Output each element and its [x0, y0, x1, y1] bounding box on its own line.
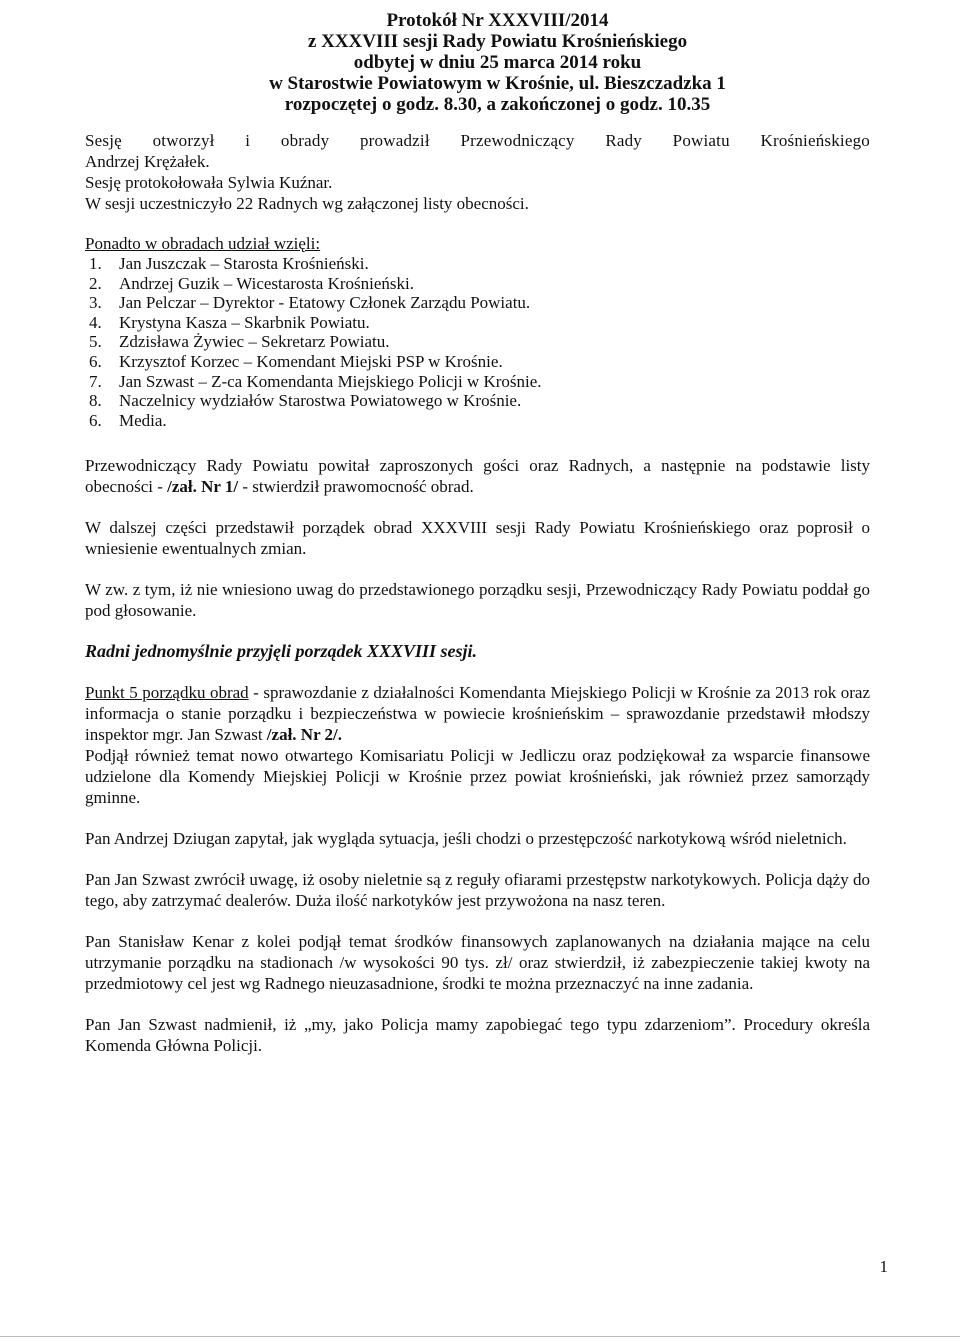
- list-item-number: 3.: [89, 293, 102, 313]
- paragraph-kenar: Pan Stanisław Kenar z kolei podjął temat środków finansowych zaplanowanych na działania mające na celu utrzymanie porządku na stadionach /w wysokości 90 tys. zł/ oraz stwierdził, iż zabezpieczenie takiej kwoty na przedmiotowy cel jest wg Radnego nieuzasadnione, środki te można przeznaczyć na inne zadania.: [85, 932, 870, 994]
- attendees-list: [85, 254, 870, 430]
- list-item: [85, 254, 870, 274]
- paragraph-vote: W zw. z tym, iż nie wniesiono uwag do przedstawionego porządku sesji, Przewodniczący Rady Powiatu poddał go pod głosowanie.: [85, 580, 870, 621]
- list-item-text: Jan Szwast – Z-ca Komendanta Miejskiego Policji w Krośnie.: [119, 371, 542, 391]
- list-item-number: 7.: [89, 371, 102, 391]
- list-item: [85, 372, 870, 392]
- attachment-ref-2: /zał. Nr 2/.: [266, 725, 343, 745]
- list-item-text: Jan Pelczar – Dyrektor - Etatowy Członek Zarządu Powiatu.: [119, 293, 531, 313]
- paragraph-greeting: [85, 455, 870, 497]
- session-location: w Starostwie Powiatowym w Krośnie, ul. Bieszczadzka 1: [269, 73, 726, 94]
- list-item: [85, 313, 870, 333]
- list-item-number: 4.: [89, 312, 102, 332]
- greeting-text-end: - stwierdził prawomocność obrad.: [238, 477, 474, 497]
- paragraph-answer-szwast: Pan Jan Szwast zwrócił uwagę, iż osoby nieletnie są z reguły ofiarami przestępstw narkotykowych. Policja dąży do tego, aby zatrzymać dealerów. Duża ilość narkotyków jest przywożona na nasz teren.: [85, 870, 870, 911]
- list-item-text: Jan Juszczak – Starosta Krośnieński.: [119, 254, 369, 273]
- resolution-statement: Radni jednomyślnie przyjęli porządek XXXVIII sesji.: [85, 641, 478, 662]
- bottom-divider: [0, 1336, 960, 1337]
- point-5-text: - sprawozdanie z działalności Komendanta Miejskiego Policji w Krośnie za 2013 rok oraz informacja o stanie porządku i bezpieczeństwa w powiecie krośnieńskim – sprawozdanie przedstawił młodszy inspektor mgr. Jan Szwast: [85, 683, 871, 745]
- document-header: [85, 10, 870, 115]
- list-item-text: Krystyna Kasza – Skarbnik Powiatu.: [119, 312, 370, 332]
- opening-line-chair-name: Andrzej Krężałek.: [85, 152, 210, 171]
- greeting-text: Przewodniczący Rady Powiatu powitał zaproszonych gości oraz Radnych, a następnie na podstawie listy obecności -: [85, 456, 870, 497]
- session-date: odbytej w dniu 25 marca 2014 roku: [353, 52, 642, 73]
- paragraph-szwast-procedures: Pan Jan Szwast nadmienił, iż „my, jako Policja mamy zapobiegać tego typu zdarzeniom”. Procedury określa Komenda Główna Policji.: [85, 1015, 870, 1056]
- paragraph-point-5: [85, 682, 870, 745]
- attendees-heading: Ponadto w obradach udział wzięli:: [85, 234, 321, 253]
- list-item-number: 6.: [89, 410, 102, 430]
- list-item: [85, 391, 870, 411]
- session-time: rozpoczętej o godz. 8.30, a zakończonej o godz. 10.35: [284, 94, 711, 115]
- page-number: 1: [879, 1257, 888, 1276]
- attachment-ref-1: /zał. Nr 1/: [167, 477, 239, 497]
- list-item: [85, 352, 870, 372]
- opening-line-attendance: W sesji uczestniczyło 22 Radnych wg załączonej listy obecności.: [85, 194, 529, 213]
- list-item-number: 6.: [89, 351, 102, 371]
- protocol-title: Protokół Nr XXXVIII/2014: [386, 10, 609, 31]
- paragraph-police-station: Podjął również temat nowo otwartego Komisariatu Policji w Jedliczu oraz podziękował za wsparcie finansowe udzielone dla Komendy Miejskiej Policji w Krośnie przez powiat krośnieński, jak również przez samorządy gminne.: [85, 746, 870, 808]
- list-item-number: 2.: [89, 273, 102, 293]
- list-item-text: Krzysztof Korzec – Komendant Miejski PSP w Krośnie.: [119, 351, 503, 371]
- agenda-point-label: Punkt 5 porządku obrad: [85, 683, 249, 703]
- list-item-number: 1.: [89, 254, 102, 273]
- session-name: z XXXVIII sesji Rady Powiatu Krośnieńskiego: [307, 31, 688, 52]
- paragraph-agenda: W dalszej części przedstawił porządek obrad XXXVIII sesji Rady Powiatu Krośnieńskiego oraz poprosił o wniesienie ewentualnych zmian.: [85, 518, 870, 559]
- list-item-text: Zdzisława Żywiec – Sekretarz Powiatu.: [119, 332, 390, 352]
- opening-section: [85, 130, 870, 214]
- list-item: [85, 411, 870, 431]
- list-item-text: Media.: [119, 410, 167, 430]
- list-item: [85, 293, 870, 313]
- list-item: [85, 274, 870, 294]
- list-item: [85, 332, 870, 352]
- opening-line-recorder: Sesję protokołowała Sylwia Kuźnar.: [85, 173, 333, 192]
- list-item-text: Naczelnicy wydziałów Starostwa Powiatowego w Krośnie.: [119, 391, 522, 411]
- opening-line-chair: Sesję otworzył i obrady prowadził Przewodniczący Rady Powiatu Krośnieńskiego: [85, 131, 870, 150]
- list-item-number: 8.: [89, 391, 102, 411]
- list-item-number: 5.: [89, 332, 102, 352]
- list-item-text: Andrzej Guzik – Wicestarosta Krośnieński.: [119, 273, 415, 293]
- paragraph-question-dziugan: Pan Andrzej Dziugan zapytał, jak wygląda sytuacja, jeśli chodzi o przestępczość narkotykową wśród nieletnich.: [85, 829, 847, 849]
